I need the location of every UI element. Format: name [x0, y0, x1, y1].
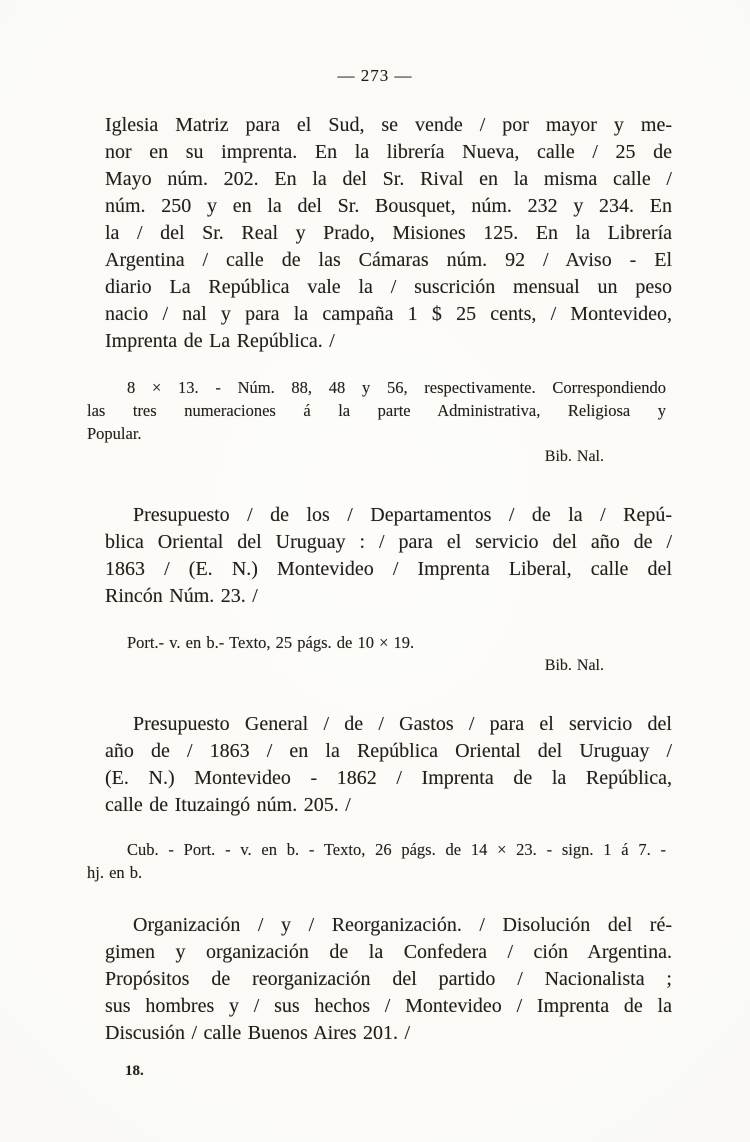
page-number: — 273 —	[337, 66, 413, 85]
entry-presupuesto-departamentos	[105, 502, 672, 610]
page-content	[87, 112, 672, 1047]
entry-presupuesto-general	[105, 711, 672, 819]
text-line: Discusión / calle Buenos Aires 201. /	[105, 1022, 411, 1044]
text-line: diario La República vale la / suscrición mensual un peso	[105, 276, 672, 298]
text-line: la / del Sr. Real y Prado, Misiones 125. En la Librería	[105, 222, 672, 244]
text-line: hj. en b.	[87, 863, 143, 882]
text-line: nor en su imprenta. En la librería Nueva, calle / 25 de	[105, 141, 672, 163]
text-line: año de / 1863 / en la República Oriental del Uruguay /	[105, 740, 672, 762]
text-line: las tres numeraciones á la parte Administrativa, Religiosa y	[87, 401, 666, 420]
text-line: Presupuesto General / de / Gastos / para el servicio del	[133, 713, 672, 735]
text-line: Rincón Núm. 23. /	[105, 585, 258, 607]
text-line: nacio / nal y para la campaña 1 $ 25 cents, / Montevideo,	[105, 303, 672, 325]
text-line: Organización / y / Reorganización. / Disolución del ré-	[133, 914, 672, 936]
text-line: Imprenta de La República. /	[105, 330, 335, 352]
collation-note-2	[87, 631, 666, 677]
text-line: calle de Ituzaingó núm. 205. /	[105, 794, 351, 816]
text-line: Cub. - Port. - v. en b. - Texto, 26 págs. de 14 × 23. - sign. 1 á 7. -	[127, 840, 666, 859]
text-line: núm. 250 y en la del Sr. Bousquet, núm. 232 y 234. En	[105, 195, 672, 217]
text-line: Presupuesto / de los / Departamentos / de la / Repú-	[133, 504, 672, 526]
text-line: Popular.	[87, 424, 142, 443]
text-line: sus hombres y / sus hechos / Montevideo / Imprenta de la	[105, 995, 672, 1017]
signature-mark: 18.	[125, 1063, 144, 1079]
entry-organizacion-reorganizacion	[105, 912, 672, 1047]
text-line: Propósitos de reorganización del partido / Nacionalista ;	[105, 968, 672, 990]
text-line: Port.- v. en b.- Texto, 25 págs. de 10 × 19.	[127, 633, 415, 652]
entry-iglesia-matriz	[105, 112, 672, 355]
text-line: Iglesia Matriz para el Sud, se vende / por mayor y me-	[105, 114, 672, 136]
collation-note-1	[87, 376, 666, 468]
text-line: Argentina / calle de las Cámaras núm. 92 / Aviso - El	[105, 249, 672, 271]
attribution-bib-nal: Bib. Nal.	[544, 448, 604, 465]
text-line: blica Oriental del Uruguay : / para el servicio del año de /	[105, 531, 672, 553]
text-line: gimen y organización de la Confedera / ción Argentina.	[105, 941, 672, 963]
collation-note-3	[87, 838, 666, 884]
text-line: Mayo núm. 202. En la del Sr. Rival en la misma calle /	[105, 168, 672, 190]
attribution-bib-nal: Bib. Nal.	[544, 657, 604, 674]
text-line: 1863 / (E. N.) Montevideo / Imprenta Liberal, calle del	[105, 558, 672, 580]
text-line: 8 × 13. - Núm. 88, 48 y 56, respectivamente. Correspondiendo	[127, 378, 666, 397]
text-line: (E. N.) Montevideo - 1862 / Imprenta de la República,	[105, 767, 672, 789]
